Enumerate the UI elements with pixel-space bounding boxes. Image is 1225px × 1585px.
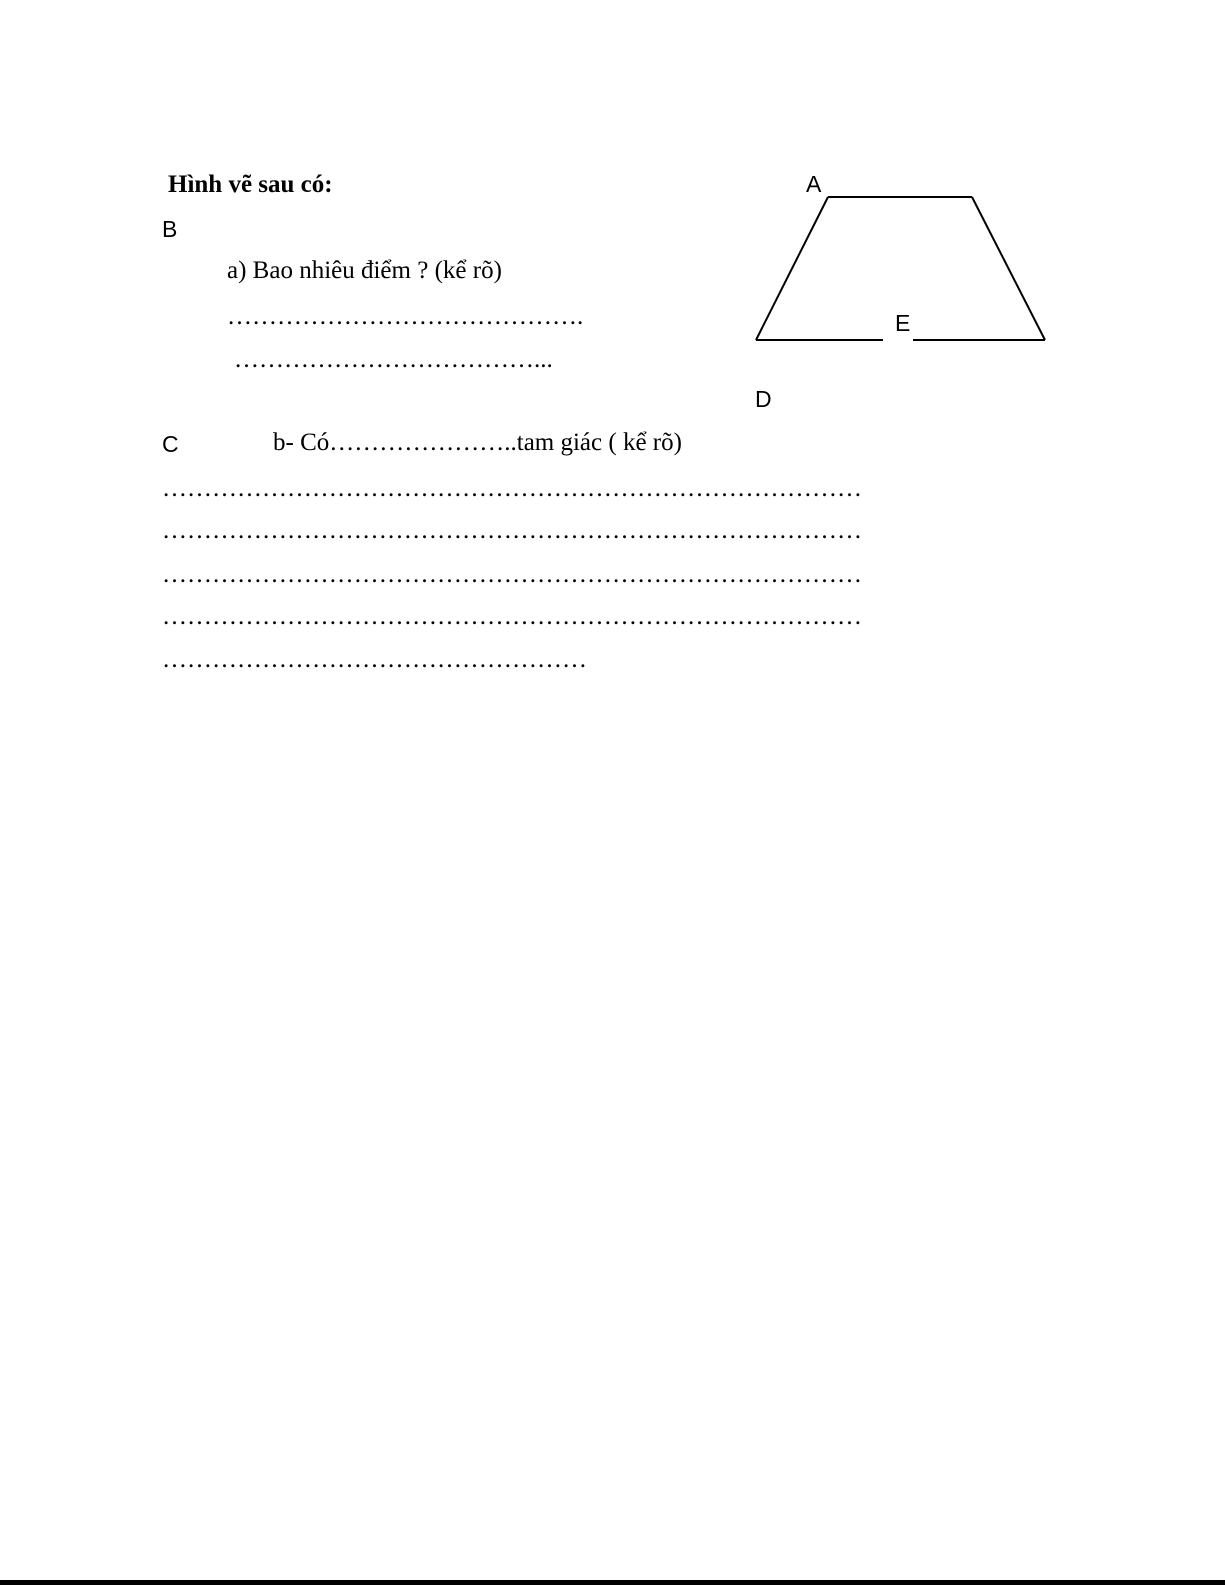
point-label-a: A: [806, 171, 822, 197]
point-label-e: E: [895, 310, 911, 336]
answer-line-b-3: …………………………………………………………………………: [162, 561, 862, 588]
point-label-d: D: [755, 386, 772, 412]
answer-line-a-1: …………………………………….: [227, 303, 584, 330]
answer-line-b-2: …………………………………………………………………………: [162, 517, 862, 544]
point-label-c: C: [162, 431, 179, 457]
worksheet-title: Hình vẽ sau có:: [168, 171, 333, 198]
segment-left-side: [756, 197, 828, 340]
segment-right-side: [972, 197, 1045, 340]
answer-line-b-1: …………………………………………………………………………: [162, 475, 862, 502]
page-bottom-border: [0, 1580, 1225, 1585]
point-label-b: B: [162, 216, 178, 242]
question-b: b- Có…………………..tam giác ( kể rõ): [273, 429, 682, 456]
answer-line-a-2: ………………………………...: [234, 346, 553, 373]
answer-line-b-5: ……………………………………………: [162, 646, 587, 673]
answer-line-b-4: …………………………………………………………………………: [162, 603, 862, 630]
question-a: a) Bao nhiêu điểm ? (kể rõ): [227, 257, 502, 284]
